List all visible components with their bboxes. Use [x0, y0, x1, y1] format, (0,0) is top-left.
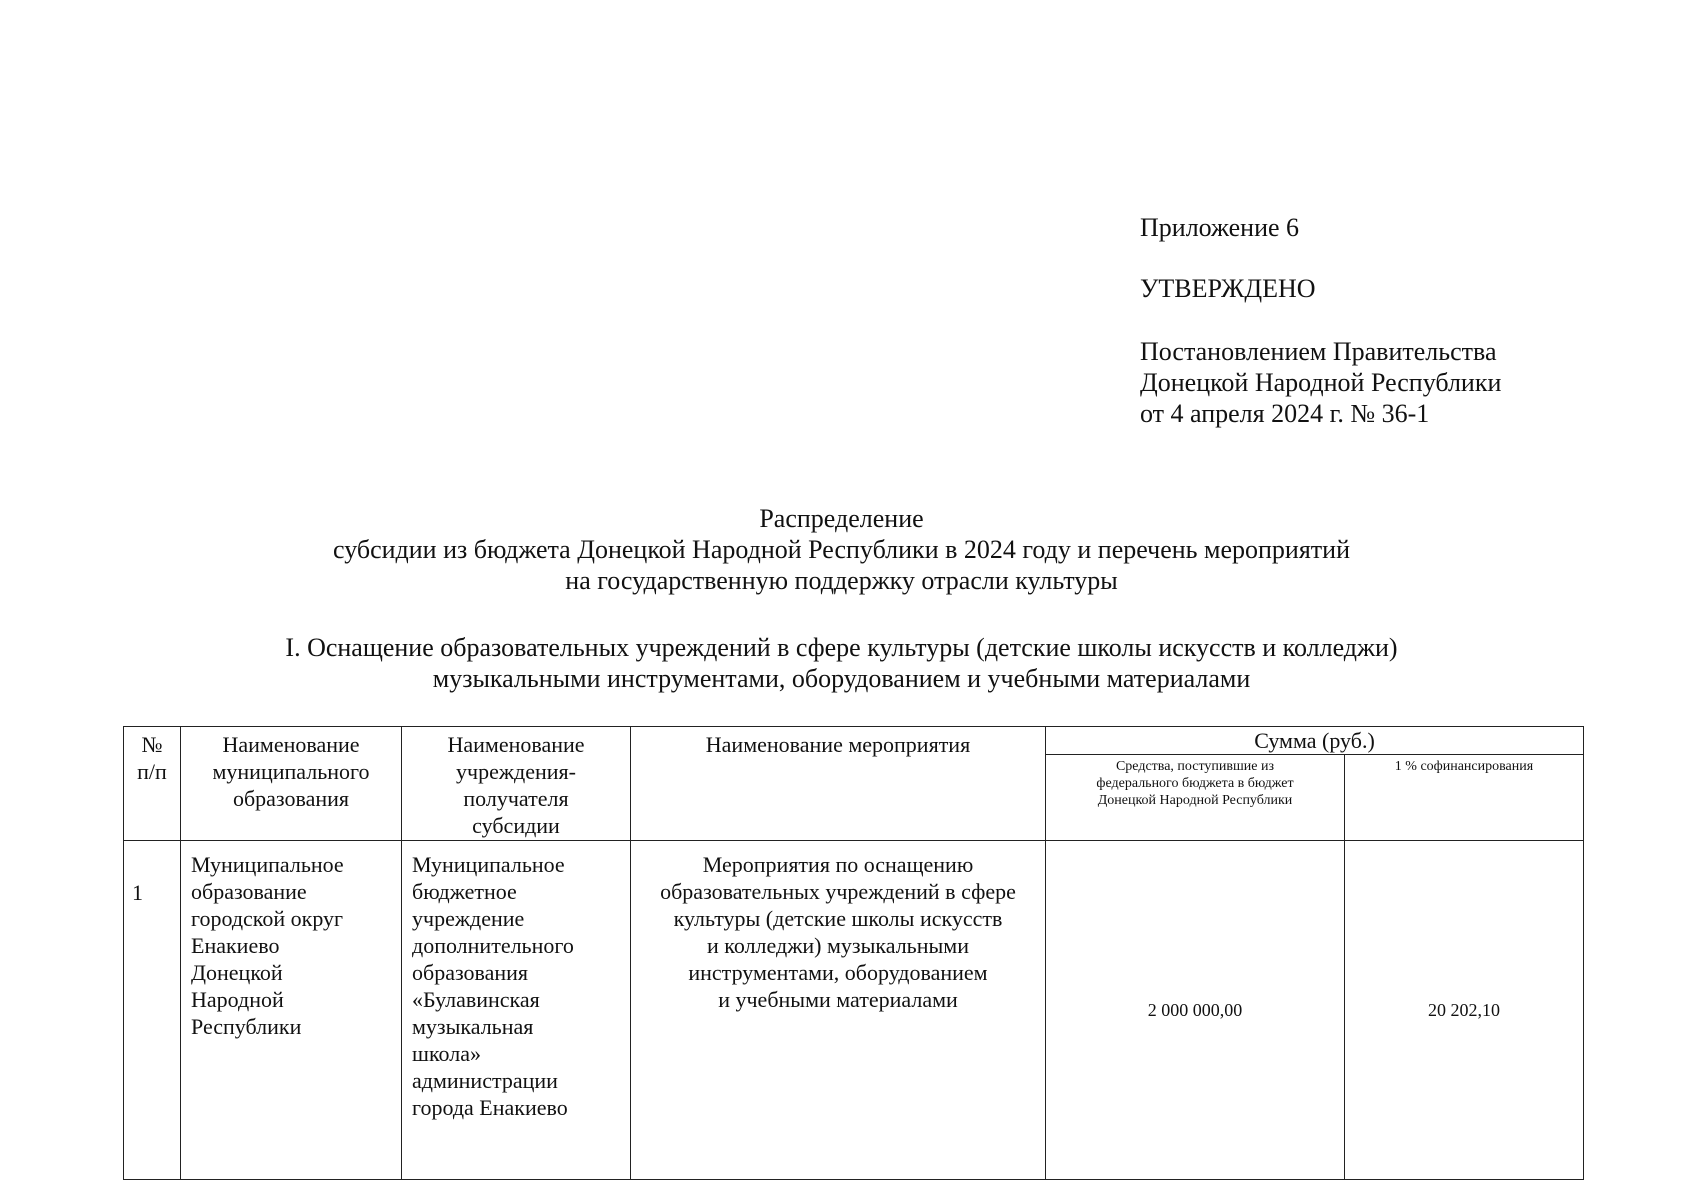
- cell-line: города Енакиево: [412, 1095, 568, 1120]
- cell-line: городской округ: [191, 906, 344, 931]
- header-cofinancing: 1 % софинансирования: [1345, 755, 1584, 841]
- cell-cofinancing: 20 202,10: [1345, 841, 1584, 1180]
- cell-municipality: [181, 841, 402, 1180]
- cell-line: Муниципальное: [191, 852, 344, 877]
- cell-line: бюджетное: [412, 879, 517, 904]
- title-line-2: субсидии из бюджета Донецкой Народной Республики в 2024 году и перечень мероприятий: [333, 535, 1350, 564]
- cell-line: учреждение: [412, 906, 525, 931]
- decree-line-2: Донецкой Народной Республики: [1140, 368, 1502, 397]
- header-institution-line: Наименование: [447, 732, 585, 757]
- table-row: [124, 841, 1584, 1180]
- header-municipality: [181, 727, 402, 841]
- header-federal-line: федерального бюджета в бюджет: [1096, 776, 1294, 791]
- table-header-row: [124, 727, 1584, 755]
- cell-line: культуры (детские школы искусств: [673, 906, 1003, 931]
- header-sum: Сумма (руб.): [1046, 727, 1584, 755]
- cell-institution: [402, 841, 631, 1180]
- header-number-line: №: [141, 732, 163, 757]
- cell-federal-funds: 2 000 000,00: [1046, 841, 1345, 1180]
- cell-line: Донецкой: [191, 960, 283, 985]
- cell-line: Республики: [191, 1014, 302, 1039]
- title-line-3: на государственную поддержку отрасли культуры: [565, 566, 1118, 595]
- cell-line: школа»: [412, 1041, 481, 1066]
- cell-line: образования: [412, 960, 529, 985]
- cell-line: образование: [191, 879, 307, 904]
- cell-line: инструментами, оборудованием: [688, 960, 988, 985]
- cell-line: администрации: [412, 1068, 558, 1093]
- document-title: [0, 503, 1683, 596]
- cell-line: «Булавинская: [412, 987, 540, 1012]
- cell-number: 1: [124, 841, 181, 1180]
- header-event: Наименование мероприятия: [631, 727, 1046, 841]
- header-federal-line: Донецкой Народной Республики: [1097, 793, 1293, 808]
- header-municipality-line: муниципального: [212, 759, 370, 784]
- approved-stamp-text: УТВЕРЖДЕНО: [1140, 274, 1316, 303]
- cell-event: [631, 841, 1046, 1180]
- title-line-1: Распределение: [759, 504, 924, 533]
- approval-block: [1140, 212, 1501, 429]
- section-heading: [0, 632, 1683, 694]
- header-municipality-line: образования: [232, 786, 350, 811]
- cell-line: дополнительного: [412, 933, 574, 958]
- decree-line-3: от 4 апреля 2024 г. № 36-1: [1140, 399, 1430, 428]
- appendix-label: Приложение 6: [1140, 213, 1300, 242]
- header-federal-line: Средства, поступившие из: [1115, 759, 1275, 774]
- header-number: [124, 727, 181, 841]
- cell-line: Народной: [191, 987, 284, 1012]
- cell-line: и учебными материалами: [718, 987, 958, 1012]
- section-line-1: I. Оснащение образовательных учреждений в сфере культуры (детские школы искусств и колледжи): [285, 633, 1398, 662]
- cell-line: Мероприятия по оснащению: [702, 852, 974, 877]
- cell-line: Муниципальное: [412, 852, 565, 877]
- section-line-2: музыкальными инструментами, оборудованием и учебными материалами: [432, 664, 1251, 693]
- cell-line: образовательных учреждений в сфере: [660, 879, 1016, 904]
- decree-line-1: Постановлением Правительства: [1140, 337, 1497, 366]
- header-institution-line: субсидии: [472, 813, 560, 838]
- cell-line: и колледжи) музыкальными: [707, 933, 969, 958]
- cell-line: музыкальная: [412, 1014, 534, 1039]
- header-institution: [402, 727, 631, 841]
- header-federal-funds: [1046, 755, 1345, 841]
- header-number-line: п/п: [137, 759, 167, 784]
- distribution-table: [123, 726, 1584, 1180]
- header-municipality-line: Наименование: [222, 732, 360, 757]
- header-institution-line: учреждения-: [456, 759, 576, 784]
- header-institution-line: получателя: [463, 786, 569, 811]
- cell-line: Енакиево: [191, 933, 280, 958]
